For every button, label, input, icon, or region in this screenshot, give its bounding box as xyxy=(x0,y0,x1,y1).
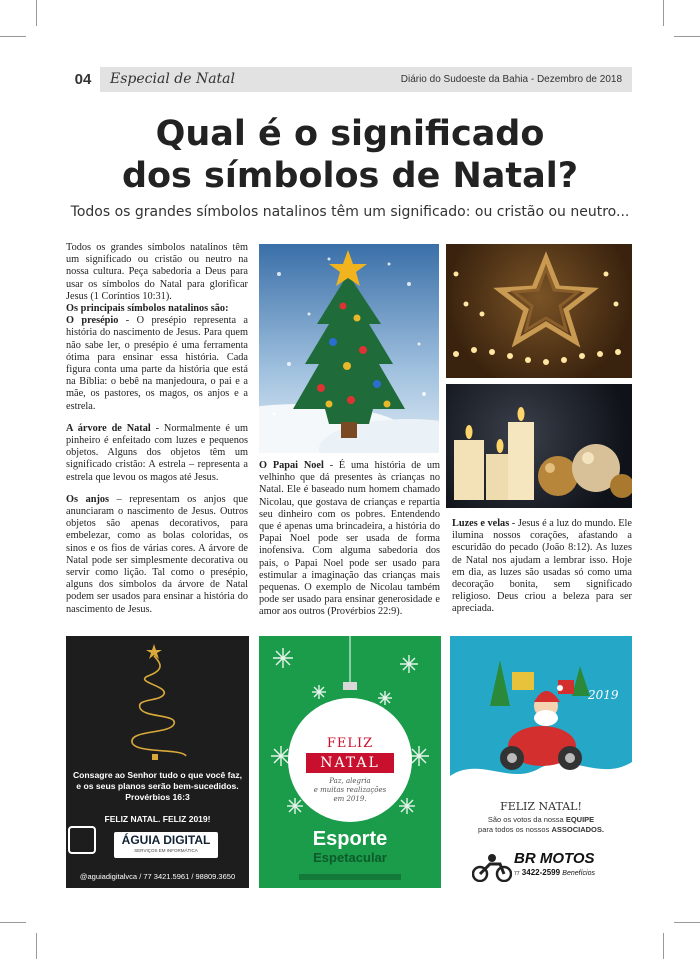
intro-paragraph: Todos os grandes símbolos natalinos têm um significado ou cristão ou neutro na nossa cultura. Peça sabedoria a Deus para usar os símbolos do Natal para glorificar Jesus (1 Coríntios 10:31). xyxy=(66,242,248,302)
title-line-2: dos símbolos de Natal? xyxy=(121,156,579,196)
papai-noel-paragraph: O Papai Noel - É uma história de um velhinho que dá presentes às crianças no Natal. Ele é baseado num homem chamado Nicolau, que gostava de crianças e repartia seu dinheiro com os pobres. Entendendo que é apenas uma brincadeira, a história do Papai Noel pode ser usada de forma inofensiva. Com alguma sabedoria dos pais, o Papai Noel pode ser usado para estimular a imaginação das crianças mais pequenas. O exemplo de Nicolau também pode ser usado para ensinar generosidade e amor aos outros (Provérbios 22:9). xyxy=(259,460,440,618)
ad-verse: Consagre ao Senhor tudo o que você faz, e os seus planos serão bem-sucedidos. Provérbios 16:3 xyxy=(72,770,243,802)
christmas-tree-image xyxy=(259,244,439,453)
crop-mark xyxy=(674,36,700,37)
article-column-2 xyxy=(259,460,440,629)
santa-motorcycle-icon xyxy=(450,636,632,786)
ad-br-motos xyxy=(450,636,632,888)
motorcycle-icon xyxy=(472,852,512,882)
ad-esporte-espetacular xyxy=(259,636,441,888)
crop-mark xyxy=(0,922,26,923)
list-heading: Os principais símbolos natalinos são: xyxy=(66,303,229,315)
candles-image xyxy=(446,384,632,508)
ad-year: 2019 xyxy=(588,688,619,702)
crop-mark xyxy=(663,933,664,959)
crop-mark xyxy=(674,922,700,923)
article-subtitle: Todos os grandes símbolos natalinos têm um significado: ou cristão ou neutro... xyxy=(70,204,630,220)
ad-aguia-digital xyxy=(66,636,249,888)
ad-greeting-panel: FELIZ NATAL! São os votos da nossa EQUIPE para todos os nossos ASSOCIADOS. BR MOTOS 77 3422-2599 Benefícios xyxy=(450,786,632,888)
page-number: 04 xyxy=(66,67,100,92)
star-lights-image xyxy=(446,244,632,378)
article-column-3 xyxy=(452,518,632,626)
article-column-1 xyxy=(66,242,248,626)
ad-brand: Esporte Espetacular xyxy=(312,828,388,865)
newspaper-info: Diário do Sudoeste da Bahia - Dezembro de 2018 xyxy=(400,74,622,85)
crop-mark xyxy=(663,0,664,26)
ad-contact: @aguiadigitalvca / 77 3421.5961 / 98809.3650 xyxy=(79,872,236,881)
section-name: Especial de Natal xyxy=(110,71,235,87)
arvore-paragraph: A árvore de Natal - Normalmente é um pinheiro é enfeitado com luzes e pequenos objetos. Alguns dos objetos têm um significado cristão: A estrela – representa a estrela que levou os magos até Jesus. xyxy=(66,422,248,483)
ad-greeting: FELIZ NATAL. FELIZ 2019! xyxy=(104,814,211,824)
page-header xyxy=(66,67,632,92)
article-title xyxy=(0,113,700,197)
ad-logo: ÁGUIA DIGITAL SERVIÇOS EM INFORMÁTICA xyxy=(114,832,218,858)
ad-logo: BR MOTOS 77 3422-2599 Benefícios xyxy=(472,850,612,884)
ornament-text: FELIZ NATAL Paz, alegria e muitas realizações em 2019. xyxy=(289,736,411,804)
presepio-paragraph: O presépio - O presépio representa a história do nascimento de Jesus. Para quem não sabe ler, o presépio é uma ferramenta ótima para ensinar essa história. Cada figura conta uma parte da história que está na Bíblia: o bebê na manjedoura, o pai e a mãe, os pastores, os magos, os anjos e a estrela. xyxy=(66,315,249,412)
gold-tree-icon xyxy=(66,636,249,766)
anjos-paragraph: Os anjos – representam os anjos que anunciaram o nascimento de Jesus. Outros objetos são apenas decorativos, para embelezar, como as bolas coloridas, os sinos e os fios de várias cores. A árvore de Natal pode ser simplesmente decorativa ou servir como lição. Tal como o presépio, alguns dos símbolos da árvore de Natal podem ser usados para ensinar a história do nascimento de Jesus. xyxy=(66,493,248,615)
computer-icon xyxy=(68,826,96,854)
luzes-paragraph: Luzes e velas - Jesus é a luz do mundo. Ele ilumina nossos corações, afastando a escuridão do pecado (João 8:12). As luzes de Natal nos ajudam a lembrar isso. Hoje em dia, as luzes são usadas só como uma decoração bonita, sem significado religioso. Deus criou a beleza para ser apreciada. xyxy=(452,518,632,615)
ad-footer-bar xyxy=(299,874,401,880)
crop-mark xyxy=(36,0,37,26)
title-line-1: Qual é o significado xyxy=(155,114,545,154)
crop-mark xyxy=(0,36,26,37)
crop-mark xyxy=(36,933,37,959)
